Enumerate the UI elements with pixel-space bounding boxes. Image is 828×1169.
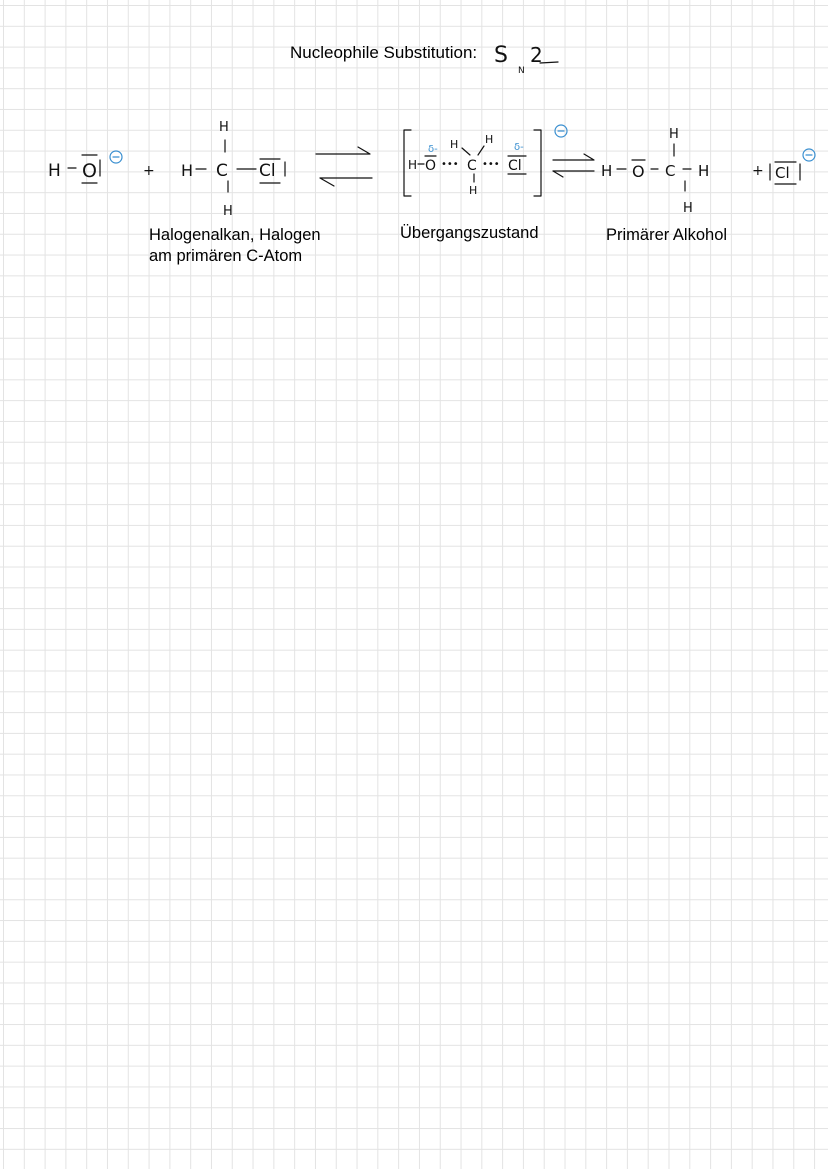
transition-state-label: Übergangszustand (400, 224, 539, 242)
ts-h-left: H (408, 158, 418, 172)
chloride-ion (770, 149, 815, 184)
methanol (601, 127, 709, 216)
methanol-h-top: H (669, 127, 679, 142)
chloromethane-c: C (216, 161, 228, 181)
ts-bracket-right (534, 130, 541, 196)
reactant-label (149, 225, 321, 267)
hydroxide-h: H (48, 161, 61, 181)
methanol-c: C (665, 162, 676, 180)
plus-sign-2: + (752, 163, 764, 179)
methanol-h-bottom: H (683, 201, 693, 216)
product-label: Primärer Alkohol (606, 226, 728, 244)
ts-c: C (467, 158, 477, 174)
ts-h-bottom: H (469, 184, 478, 197)
chloride-cl: Cl (775, 164, 790, 182)
chloromethane-h-top: H (219, 120, 229, 135)
methanol-h-left: H (601, 162, 613, 180)
ts-bonds-top (462, 146, 484, 155)
chloromethane-cl: Cl (259, 161, 276, 181)
methanol-h-right: H (698, 162, 710, 180)
sn2-n: N (518, 66, 525, 76)
ts-dots-left: ••• (441, 159, 459, 170)
transition-state (404, 125, 567, 197)
methanol-o: O (632, 162, 645, 181)
sn2-2: 2 (530, 43, 543, 67)
reactant-label-line1: Halogenalkan, Halogen (149, 226, 321, 244)
chloromethane-h-left: H (181, 161, 194, 180)
plus-sign-1: + (143, 163, 155, 179)
equilibrium-arrow-2 (553, 154, 594, 177)
chloromethane-h-bottom: H (223, 204, 233, 219)
ts-delta-o: δ- (428, 144, 438, 155)
hydroxide-o: O (82, 160, 97, 182)
sn2-s: S (494, 43, 508, 68)
hydroxide-ion (48, 151, 122, 183)
ts-h-top-right: H (485, 133, 494, 146)
ts-h-top-left: H (450, 138, 459, 151)
chloromethane (181, 120, 285, 219)
ts-dots-right: ••• (482, 159, 500, 170)
page-title-text: Nucleophile Substitution: (290, 43, 478, 62)
reactant-label-line2: am primären C-Atom (149, 247, 303, 265)
ts-o: O (425, 158, 437, 174)
sn2-notation (494, 43, 558, 76)
ts-cl: Cl (508, 158, 522, 174)
equilibrium-arrow-1 (316, 147, 372, 186)
ts-delta-cl: δ- (514, 142, 524, 153)
